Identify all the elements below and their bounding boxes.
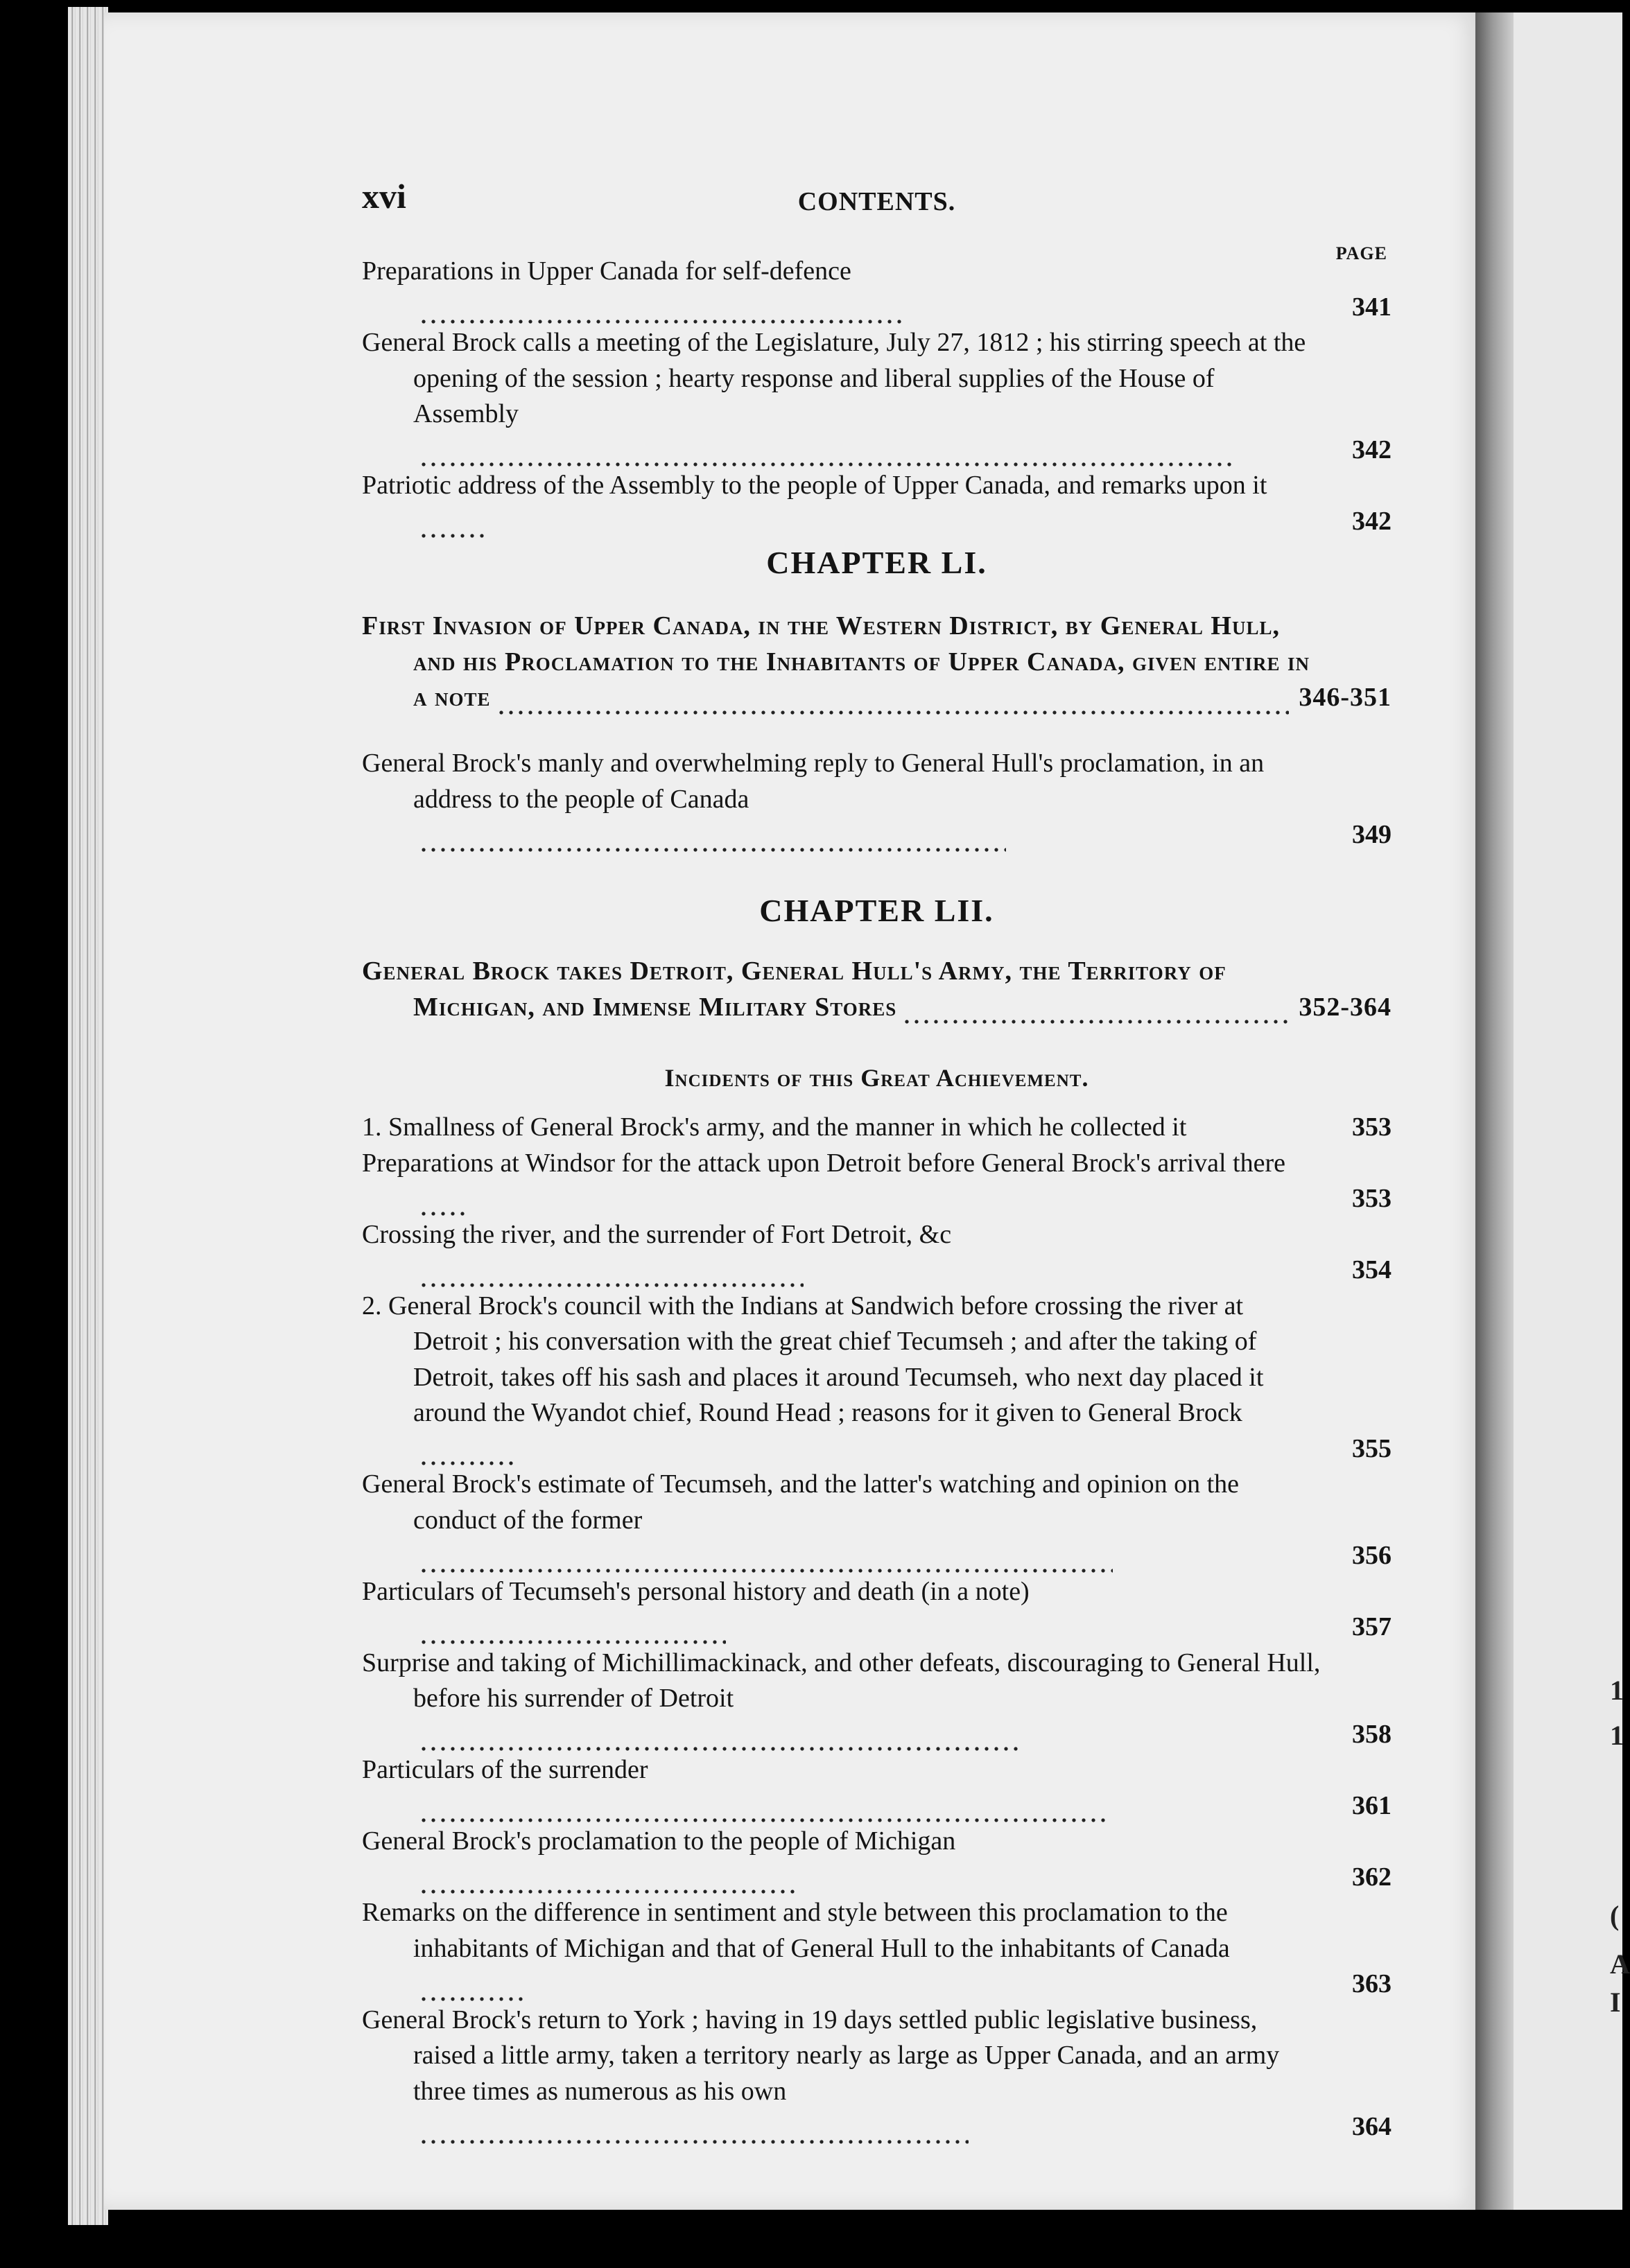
leader-dots [419, 826, 1006, 853]
section-top [362, 254, 1391, 539]
toc-entry [362, 1146, 1391, 1217]
facing-page [1514, 12, 1622, 2210]
entry-page: 357 [1352, 1612, 1391, 1641]
chapter-heading: CHAPTER LII. [759, 893, 994, 928]
toc-entry [362, 1574, 1391, 1646]
book-gutter [1475, 12, 1514, 2210]
leader-dots [419, 1439, 513, 1467]
entry-page: 342 [1352, 506, 1391, 536]
entry-page: 349 [1352, 820, 1391, 849]
leader-dots [419, 512, 488, 539]
entry-text: General Brock's estimate of Tecumseh, and the latter's watching and opinion on the conduct of the former [362, 1469, 1240, 1535]
entry-text: General Brock's manly and overwhelming reply to General Hull's proclamation, in an address to the people of Canada [362, 749, 1265, 814]
summary-text: General Brock takes Detroit, General Hull's Army, the Territory of Michigan, and Immense Military Stores [362, 957, 1226, 1022]
leader-dots [419, 1189, 469, 1217]
running-head [362, 179, 1391, 220]
facing-fragment: 1 [1610, 1675, 1624, 1706]
toc-entry [362, 746, 1391, 853]
entry-text: 2. General Brock's council with the Indians at Sandwich before crossing the river at Detroit ; his conversation with the great chief Tecumseh ; and after the taking of Detroit, takes off his sash and places it around Tecumseh, who next day placed it around the Wyandot chief, Round Head ; reasons for it given to General Brock [362, 1291, 1264, 1427]
summary-pages: 346-351 [1299, 683, 1391, 712]
toc-entry [362, 1752, 1391, 1824]
entry-page: 363 [1352, 1969, 1391, 1998]
facing-fragment: ( [1610, 1900, 1620, 1931]
entry-page: 353 [1352, 1184, 1391, 1213]
toc-entry [362, 2003, 1391, 2145]
toc-entry [362, 1895, 1391, 2003]
chapter-52-summary [362, 954, 1391, 1025]
page-column-label: PAGE [1335, 243, 1387, 263]
facing-fragment: A [1610, 1948, 1630, 1980]
entry-page: 356 [1352, 1541, 1391, 1570]
entry-text: General Brock calls a meeting of the Legislature, July 27, 1812 ; his stirring speech at the opening of the session ; hearty response and liberal supplies of the House of Assembly [362, 328, 1306, 428]
leader-dots [419, 1261, 804, 1289]
entry-text: Remarks on the difference in sentiment and style between this proclamation to the inhabitants of Michigan and that of General Hull to the inhabitants of Canada [362, 1898, 1230, 1963]
leader-dots [419, 440, 1237, 468]
leader-dots [419, 1725, 1021, 1752]
entry-text: Preparations in Upper Canada for self-defence [362, 256, 851, 286]
chapter-51-summary [362, 609, 1391, 716]
facing-fragment: I [1610, 1987, 1621, 2018]
leader-dots [419, 297, 904, 325]
entry-text: Surprise and taking of Michillimackinack, and other defeats, discouraging to General Hull, before his surrender of Detroit [362, 1648, 1321, 1713]
entry-page: 355 [1352, 1433, 1391, 1463]
toc-entry [362, 468, 1391, 539]
entry-text: 1. Smallness of General Brock's army, and the manner in which he collected it [362, 1113, 1187, 1142]
entry-page: 341 [1352, 292, 1391, 322]
chapter-52-entries [362, 1110, 1391, 2145]
summary-pages: 352-364 [1299, 992, 1391, 1022]
summary-text: First Invasion of Upper Canada, in the Western District, by General Hull, and his Proclamation to the Inhabitants of Upper Canada, given entire in a note [362, 611, 1310, 712]
toc-entry [362, 325, 1391, 468]
running-title: CONTENTS. [797, 187, 956, 216]
entry-page: 361 [1352, 1790, 1391, 1820]
toc-entry [362, 1646, 1391, 1753]
entry-text: General Brock's return to York ; having in 19 days settled public legislative business, raised a little army, taken a territory nearly as large as Upper Canada, and an army three times as numerous as his own [362, 2005, 1280, 2106]
entry-text: Patriotic address of the Assembly to the people of Upper Canada, and remarks upon it [362, 471, 1267, 500]
toc-entry [362, 1110, 1391, 1146]
chapter-51-entries [362, 746, 1391, 853]
section-subheading: Incidents of this Great Achievement. [664, 1064, 1089, 1092]
toc-entry [362, 1289, 1391, 1467]
leader-dots [419, 2118, 969, 2145]
leader-dots [419, 1546, 1113, 1574]
entry-page: 358 [1352, 1719, 1391, 1749]
leader-dots [902, 997, 1289, 1025]
toc-entry [362, 1824, 1391, 1895]
entry-text: General Brock's proclamation to the people of Michigan [362, 1826, 956, 1856]
entry-text: Preparations at Windsor for the attack upon Detroit before General Brock's arrival there [362, 1148, 1286, 1178]
toc-entry [362, 1217, 1391, 1289]
leader-dots [419, 1796, 1107, 1824]
entry-page: 353 [1352, 1113, 1391, 1142]
entry-text: Crossing the river, and the surrender of Fort Detroit, &c [362, 1219, 952, 1249]
toc-entry [362, 254, 1391, 325]
entry-text: Particulars of the surrender [362, 1755, 648, 1784]
page-stack-edge [68, 7, 108, 2225]
leader-dots [419, 1618, 726, 1646]
entry-text: Particulars of Tecumseh's personal history and death (in a note) [362, 1576, 1030, 1606]
leader-dots [419, 1867, 799, 1895]
entry-page: 342 [1352, 435, 1391, 464]
chapter-summary [362, 609, 1391, 716]
chapter-heading: CHAPTER LI. [766, 545, 987, 580]
entry-page: 354 [1352, 1255, 1391, 1284]
facing-fragment: 1 [1610, 1720, 1624, 1751]
page-folio: xvi [362, 177, 406, 216]
chapter-summary [362, 954, 1391, 1025]
toc-entry [362, 1467, 1391, 1574]
entry-page: 364 [1352, 2112, 1391, 2141]
leader-dots [496, 688, 1289, 716]
leader-dots [419, 1975, 526, 2003]
entry-page: 362 [1352, 1862, 1391, 1892]
